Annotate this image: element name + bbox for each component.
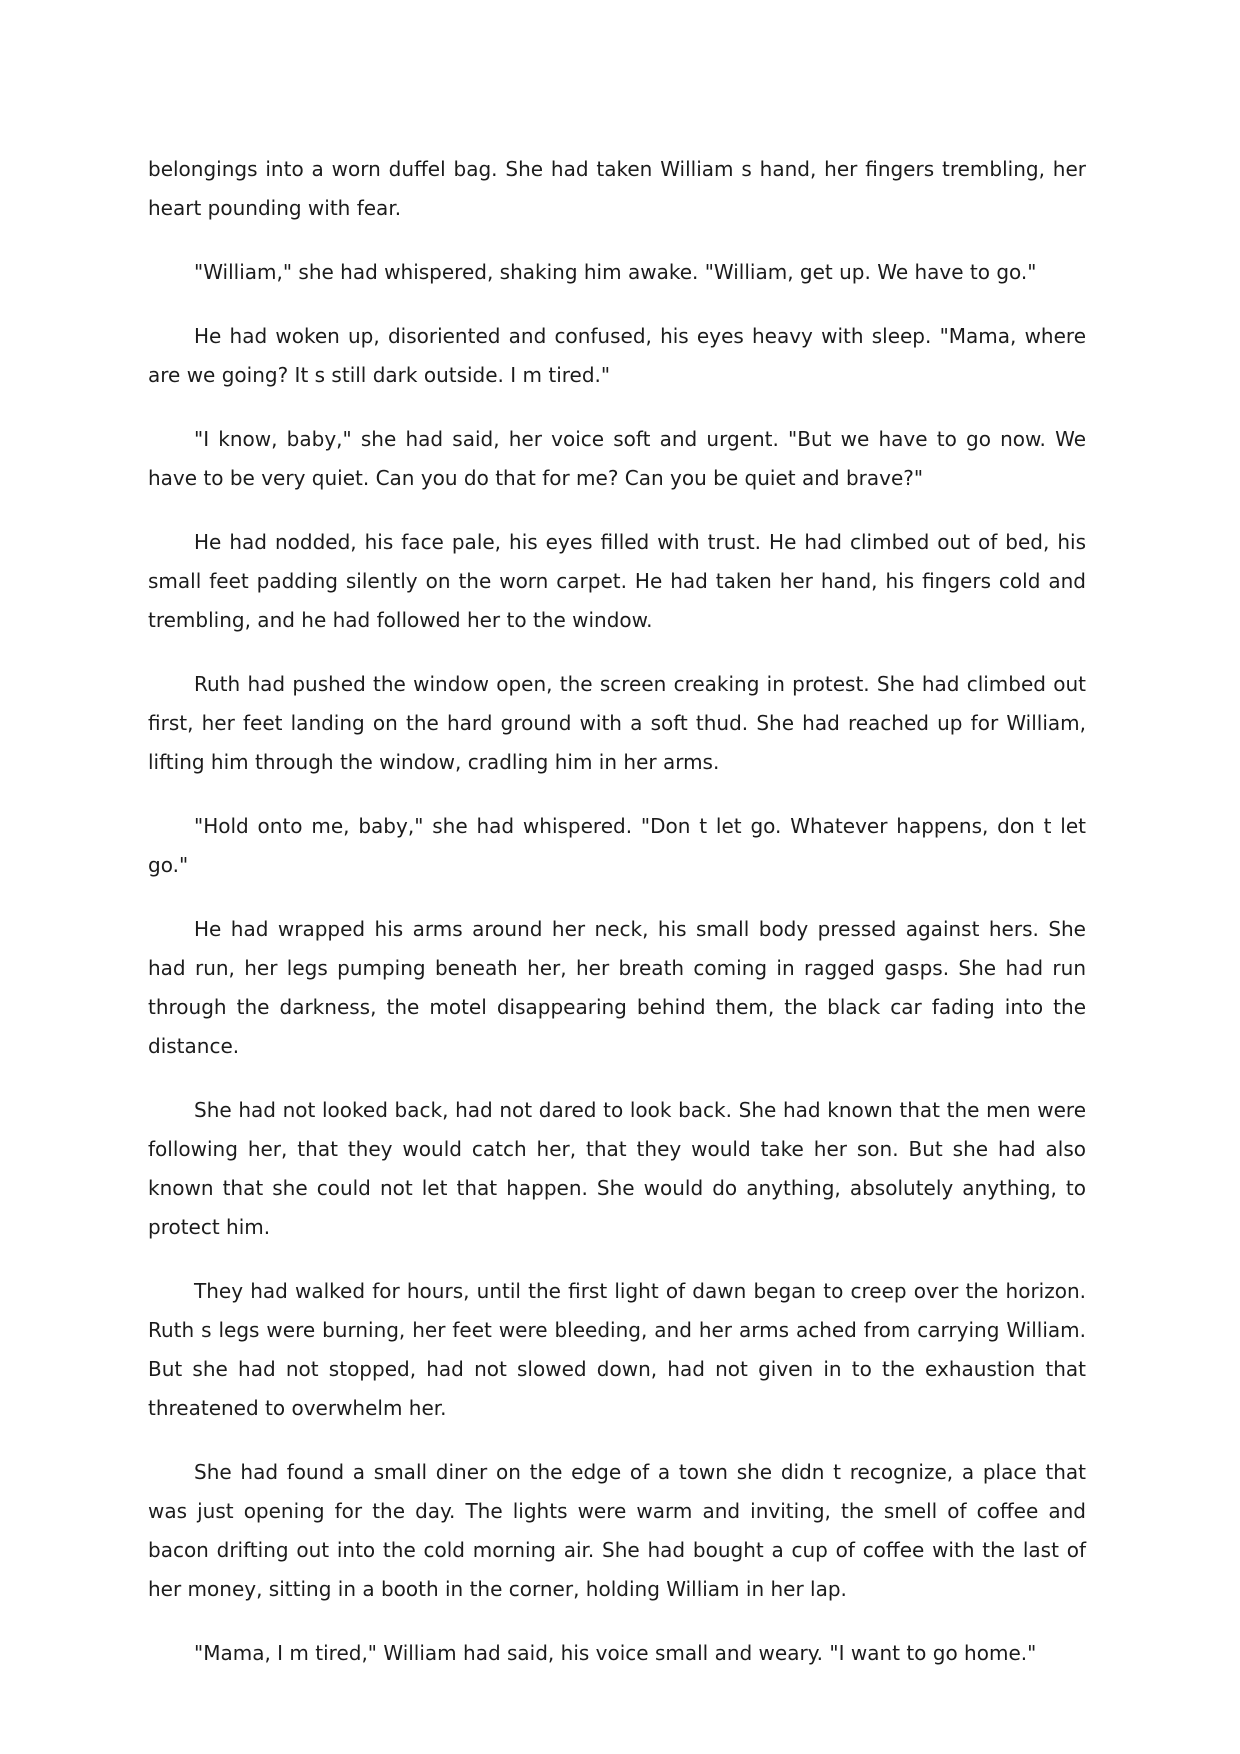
paragraph: He had woken up, disoriented and confused, his eyes heavy with sleep. "Mama, where are we going? It s still dark outside. I m tired." — [148, 324, 1086, 387]
paragraph: She had found a small diner on the edge of a town she didn t recognize, a place that was just opening for the day. The lights were warm and inviting, the smell of coffee and bacon drifting out into the cold morning air. She had bought a cup of coffee with the last of her money, sitting in a booth in the corner, holding William in her lap. — [148, 1460, 1086, 1601]
paragraph: He had wrapped his arms around her neck, his small body pressed against hers. She had run, her legs pumping beneath her, her breath coming in ragged gasps. She had run through the darkness, the motel disappearing behind them, the black car fading into the distance. — [148, 917, 1086, 1058]
body-text — [148, 150, 1086, 1698]
paragraph: belongings into a worn duffel bag. She had taken William s hand, her fingers trembling, her heart pounding with fear. — [148, 157, 1086, 220]
paragraph: "I know, baby," she had said, her voice soft and urgent. "But we have to go now. We have to be very quiet. Can you do that for me? Can you be quiet and brave?" — [148, 427, 1086, 490]
paragraph: Ruth had pushed the window open, the screen creaking in protest. She had climbed out first, her feet landing on the hard ground with a soft thud. She had reached up for William, lifting him through the window, cradling him in her arms. — [148, 672, 1086, 774]
paragraph: "William," she had whispered, shaking him awake. "William, get up. We have to go." — [194, 260, 1037, 284]
paragraph: "Mama, I m tired," William had said, his voice small and weary. "I want to go home." — [194, 1641, 1037, 1665]
paragraph: "Hold onto me, baby," she had whispered. "Don t let go. Whatever happens, don t let go." — [148, 814, 1086, 877]
paragraph: They had walked for hours, until the first light of dawn began to creep over the horizon. Ruth s legs were burning, her feet were bleeding, and her arms ached from carrying William. But she had not stopped, had not slowed down, had not given in to the exhaustion that threatened to overwhelm her. — [148, 1279, 1086, 1420]
paragraph: She had not looked back, had not dared to look back. She had known that the men were following her, that they would catch her, that they would take her son. But she had also known that she could not let that happen. She would do anything, absolutely anything, to protect him. — [148, 1098, 1086, 1239]
paragraph: He had nodded, his face pale, his eyes filled with trust. He had climbed out of bed, his small feet padding silently on the worn carpet. He had taken her hand, his fingers cold and trembling, and he had followed her to the window. — [148, 530, 1086, 632]
